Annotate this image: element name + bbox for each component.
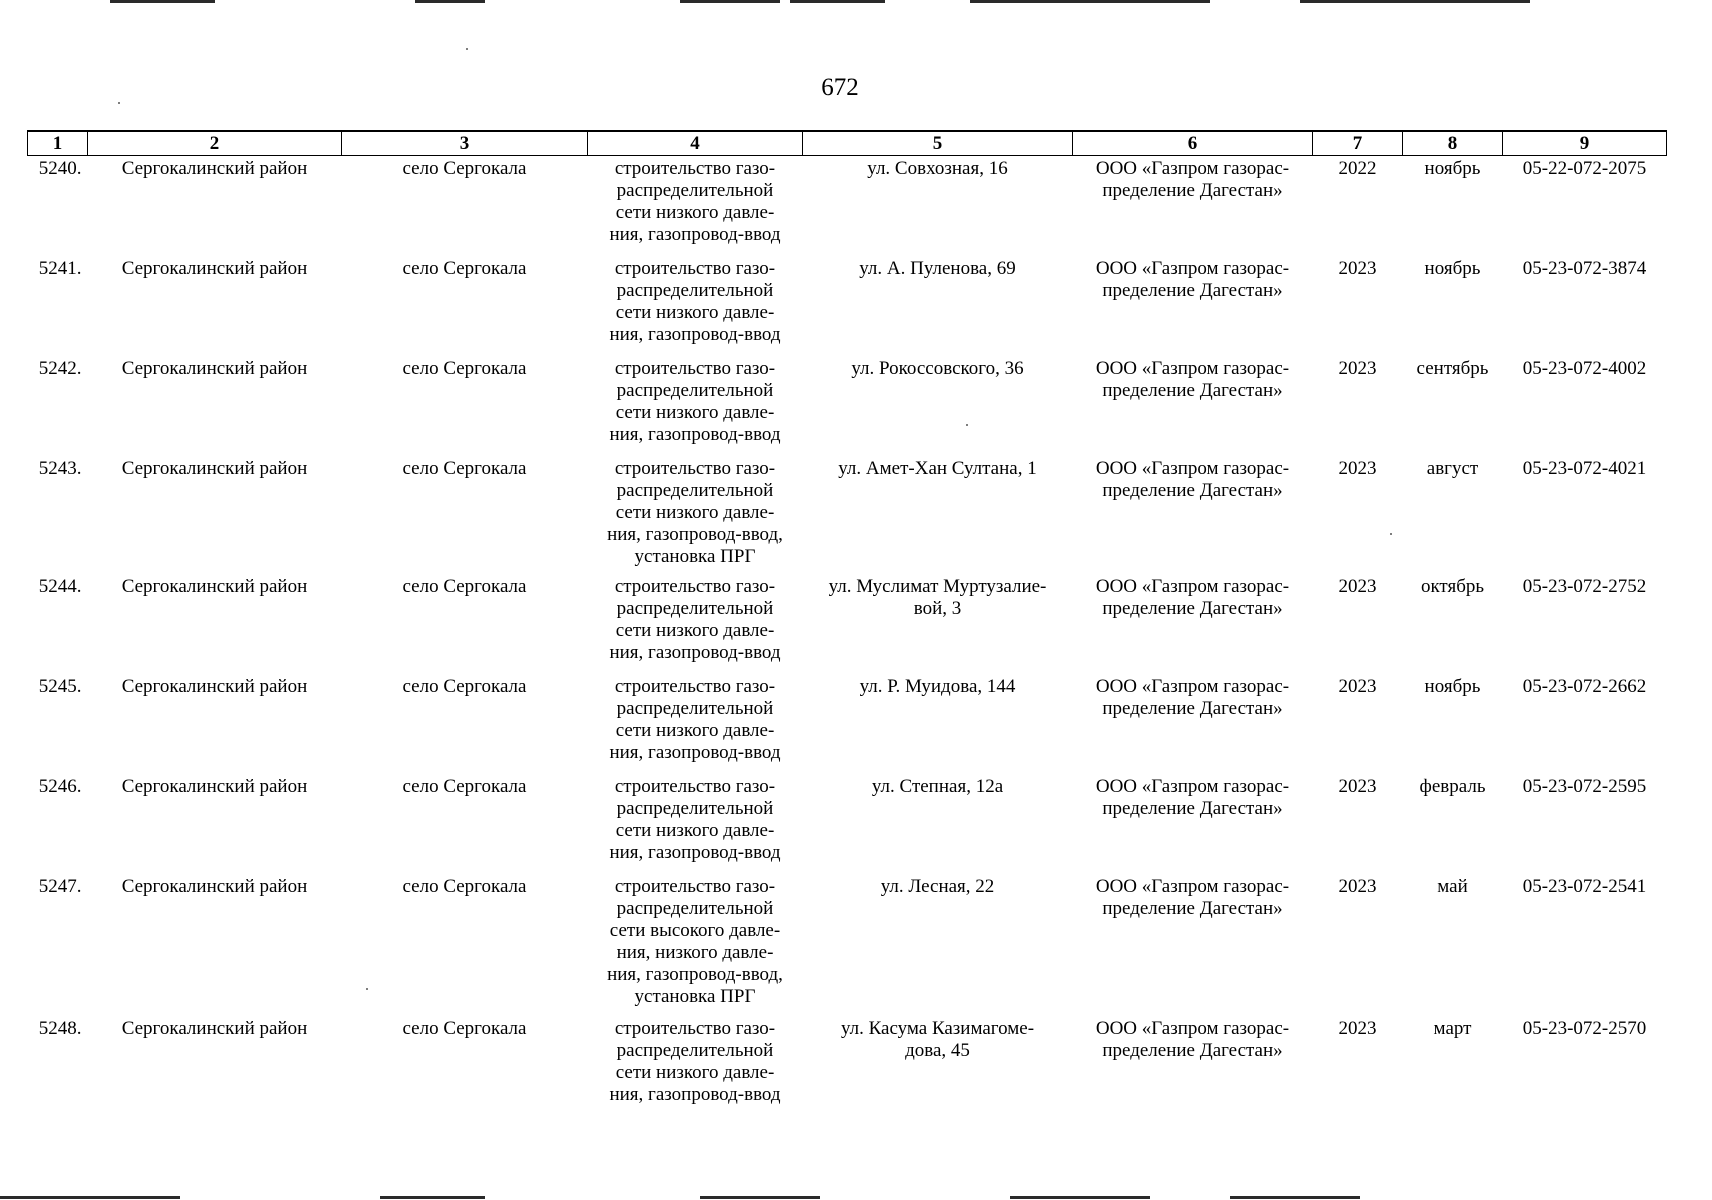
header-col-9: 9 [1503, 131, 1667, 156]
settlement-cell: село Сергокала [402, 158, 527, 179]
district-cell: Сергокалинский район [121, 676, 308, 697]
work-description-cell: строительство газо- распределительной сети низкого давле- ния, газопровод-ввод, установка ПРГ [607, 458, 783, 567]
scan-edge-top [415, 0, 485, 3]
scan-edge-bottom [0, 1196, 180, 1199]
row-number: 5245. [38, 676, 82, 697]
table-row [28, 1016, 1667, 1116]
month-cell: октябрь [1420, 576, 1485, 597]
organization-cell: ООО «Газпром газорас- пределение Дагестан» [1095, 876, 1290, 919]
work-description-cell: строительство газо- распределительной сети высокого давле- ния, низкого давле- ния, газопровод-ввод, установка ПРГ [607, 876, 783, 1007]
scan-edge-top [790, 0, 885, 3]
district-cell: Сергокалинский район [121, 876, 308, 897]
month-cell: август [1426, 458, 1479, 479]
district-cell: Сергокалинский район [121, 158, 308, 179]
row-number: 5240. [38, 158, 82, 179]
table-body [28, 156, 1667, 1117]
address-cell: ул. Касума Казимагоме- дова, 45 [840, 1018, 1035, 1061]
scan-edge-top [680, 0, 780, 3]
table-row [28, 774, 1667, 874]
row-number: 5247. [38, 876, 82, 897]
scan-edge-bottom [380, 1196, 485, 1199]
header-col-1: 1 [28, 131, 88, 156]
year-cell: 2023 [1338, 358, 1377, 379]
address-cell: ул. Рокоссовского, 36 [851, 358, 1024, 379]
table-row [28, 356, 1667, 456]
settlement-cell: село Сергокала [402, 358, 527, 379]
code-cell: 05-23-072-3874 [1522, 258, 1647, 279]
row-number: 5243. [38, 458, 82, 479]
header-col-2: 2 [88, 131, 342, 156]
district-cell: Сергокалинский район [121, 258, 308, 279]
address-cell: ул. Совхозная, 16 [867, 158, 1008, 179]
work-description-cell: строительство газо- распределительной сети низкого давле- ния, газопровод-ввод [609, 1018, 781, 1105]
header-col-3: 3 [342, 131, 588, 156]
code-cell: 05-23-072-4002 [1522, 358, 1647, 379]
settlement-cell: село Сергокала [402, 576, 527, 597]
organization-cell: ООО «Газпром газорас- пределение Дагестан» [1095, 1018, 1290, 1061]
table-row [28, 256, 1667, 356]
column-number-header [28, 131, 1667, 156]
header-col-6: 6 [1073, 131, 1313, 156]
work-description-cell: строительство газо- распределительной сети низкого давле- ния, газопровод-ввод [609, 576, 781, 663]
row-number: 5242. [38, 358, 82, 379]
settlement-cell: село Сергокала [402, 776, 527, 797]
work-description-cell: строительство газо- распределительной сети низкого давле- ния, газопровод-ввод [609, 158, 781, 245]
scan-speck [466, 48, 468, 50]
header-col-5: 5 [803, 131, 1073, 156]
district-cell: Сергокалинский район [121, 1018, 308, 1039]
organization-cell: ООО «Газпром газорас- пределение Дагестан» [1095, 676, 1290, 719]
scan-edge-top [110, 0, 215, 3]
settlement-cell: село Сергокала [402, 676, 527, 697]
code-cell: 05-23-072-4021 [1522, 458, 1647, 479]
address-cell: ул. Степная, 12а [871, 776, 1004, 797]
address-cell: ул. Лесная, 22 [880, 876, 995, 897]
address-cell: ул. Муслимат Муртузалие- вой, 3 [828, 576, 1047, 619]
work-description-cell: строительство газо- распределительной сети низкого давле- ния, газопровод-ввод [609, 258, 781, 345]
header-col-7: 7 [1313, 131, 1403, 156]
settlement-cell: село Сергокала [402, 258, 527, 279]
organization-cell: ООО «Газпром газорас- пределение Дагестан» [1095, 458, 1290, 501]
work-description-cell: строительство газо- распределительной сети низкого давле- ния, газопровод-ввод [609, 776, 781, 863]
code-cell: 05-23-072-2752 [1522, 576, 1647, 597]
month-cell: февраль [1419, 776, 1486, 797]
month-cell: ноябрь [1424, 158, 1481, 179]
code-cell: 05-23-072-2541 [1522, 876, 1647, 897]
table-row [28, 456, 1667, 574]
row-number: 5241. [38, 258, 82, 279]
header-col-8: 8 [1403, 131, 1503, 156]
year-cell: 2023 [1338, 258, 1377, 279]
table-row [28, 674, 1667, 774]
work-description-cell: строительство газо- распределительной сети низкого давле- ния, газопровод-ввод [609, 676, 781, 763]
table-row [28, 574, 1667, 674]
scan-edge-bottom [1010, 1196, 1150, 1199]
row-number: 5246. [38, 776, 82, 797]
organization-cell: ООО «Газпром газорас- пределение Дагестан» [1095, 576, 1290, 619]
month-cell: март [1433, 1018, 1472, 1039]
row-number: 5244. [38, 576, 82, 597]
code-cell: 05-23-072-2595 [1522, 776, 1647, 797]
settlement-cell: село Сергокала [402, 876, 527, 897]
organization-cell: ООО «Газпром газорас- пределение Дагестан» [1095, 158, 1290, 201]
header-col-4: 4 [588, 131, 803, 156]
table-row [28, 874, 1667, 1016]
scan-speck [118, 102, 120, 104]
organization-cell: ООО «Газпром газорас- пределение Дагестан» [1095, 258, 1290, 301]
year-cell: 2023 [1338, 458, 1377, 479]
scan-edge-top [970, 0, 1210, 3]
address-cell: ул. Р. Муидова, 144 [859, 676, 1016, 697]
scan-edge-top [1300, 0, 1530, 3]
month-cell: ноябрь [1424, 676, 1481, 697]
work-description-cell: строительство газо- распределительной сети низкого давле- ния, газопровод-ввод [609, 358, 781, 445]
district-cell: Сергокалинский район [121, 776, 308, 797]
address-cell: ул. А. Пуленова, 69 [859, 258, 1016, 279]
scan-edge-bottom [1230, 1196, 1360, 1199]
code-cell: 05-22-072-2075 [1522, 158, 1647, 179]
year-cell: 2022 [1338, 158, 1377, 179]
district-cell: Сергокалинский район [121, 358, 308, 379]
page-number: 672 [821, 74, 859, 101]
settlement-cell: село Сергокала [402, 458, 527, 479]
month-cell: сентябрь [1416, 358, 1489, 379]
organization-cell: ООО «Газпром газорас- пределение Дагестан» [1095, 776, 1290, 819]
scan-edge-bottom [700, 1196, 820, 1199]
district-cell: Сергокалинский район [121, 576, 308, 597]
row-number: 5248. [38, 1018, 82, 1039]
code-cell: 05-23-072-2570 [1522, 1018, 1647, 1039]
year-cell: 2023 [1338, 576, 1377, 597]
year-cell: 2023 [1338, 1018, 1377, 1039]
year-cell: 2023 [1338, 876, 1377, 897]
table-row [28, 156, 1667, 257]
organization-cell: ООО «Газпром газорас- пределение Дагестан» [1095, 358, 1290, 401]
year-cell: 2023 [1338, 676, 1377, 697]
code-cell: 05-23-072-2662 [1522, 676, 1647, 697]
month-cell: май [1437, 876, 1468, 897]
register-table [27, 130, 1667, 1116]
settlement-cell: село Сергокала [402, 1018, 527, 1039]
year-cell: 2023 [1338, 776, 1377, 797]
address-cell: ул. Амет-Хан Султана, 1 [838, 458, 1037, 479]
district-cell: Сергокалинский район [121, 458, 308, 479]
month-cell: ноябрь [1424, 258, 1481, 279]
